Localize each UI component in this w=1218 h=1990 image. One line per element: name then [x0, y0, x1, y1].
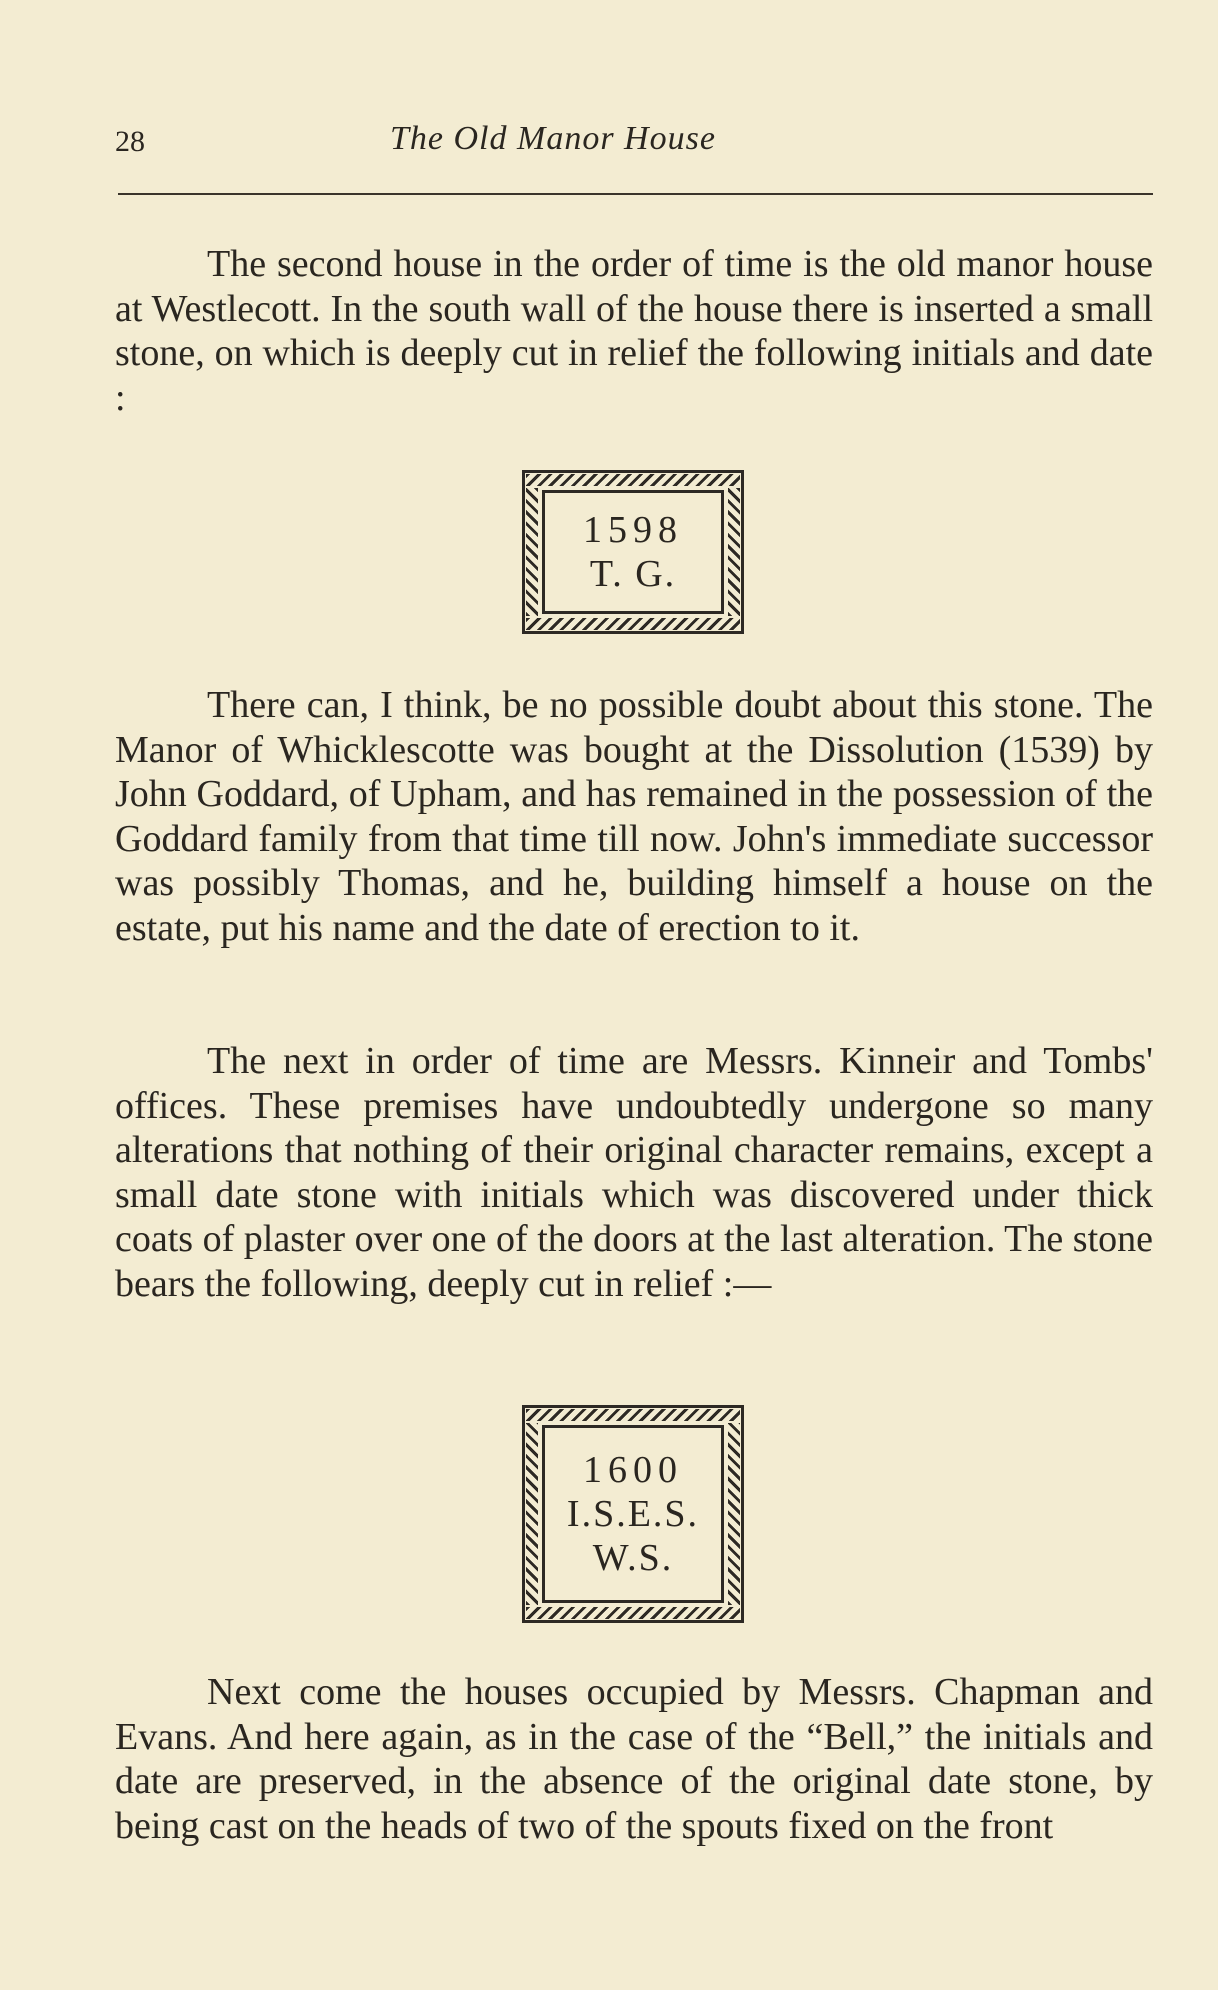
ornament-band-left: [526, 1423, 538, 1605]
ornament-band-left: [526, 488, 538, 616]
stone-initials: I.S.E.S.: [566, 1493, 700, 1535]
stone-initials: T. G.: [589, 553, 677, 595]
date-stone-1600: [522, 1405, 744, 1623]
ornament-band-bottom: [526, 618, 740, 630]
paragraph-4: Next come the houses occupied by Messrs. Chapman and Evans. And here again, as in the case of the “Bell,” the initials and date are preserved, in the absence of the original date stone, by being cast on the heads of two of the spouts fixed on the front: [115, 1671, 1153, 1847]
paragraph-1: The second house in the order of time is the old manor house at Westlecott. In the south wall of the house there is inserted a small stone, on which is deeply cut in relief the following initials and date :: [115, 243, 1153, 419]
ornament-band-right: [728, 488, 740, 616]
paragraph-2: There can, I think, be no possible doubt about this stone. The Manor of Whicklescotte was bought at the Dissolution (1539) by John Goddard, of Upham, and has remained in the possession of the Goddard family from that time till now. John's immediate successor was possibly Thomas, and he, building himself a house on the estate, put his name and the date of erection to it.: [115, 684, 1153, 949]
header-rule: [118, 193, 1153, 195]
stone-date: 1600: [583, 1449, 683, 1491]
page-number: 28: [115, 125, 145, 158]
paragraph-3: The next in order of time are Messrs. Kinneir and Tombs' offices. These premises have undoubtedly undergone so many alterations that nothing of their original character remains, except a small date stone with initials which was discovered under thick coats of plaster over one of the doors at the last alteration. The stone bears the following, deeply cut in relief :—: [115, 1040, 1153, 1305]
ornament-band-bottom: [526, 1607, 740, 1619]
stone-inscription: [542, 490, 724, 614]
stone-date: 1598: [583, 509, 683, 551]
ornament-band-top: [526, 474, 740, 486]
date-stone-1598: [522, 470, 744, 634]
stone-inscription: [542, 1425, 724, 1603]
running-head: The Old Manor House: [390, 120, 716, 157]
ornament-band-top: [526, 1409, 740, 1421]
stone-initials-second: W.S.: [592, 1537, 674, 1579]
ornament-band-right: [728, 1423, 740, 1605]
